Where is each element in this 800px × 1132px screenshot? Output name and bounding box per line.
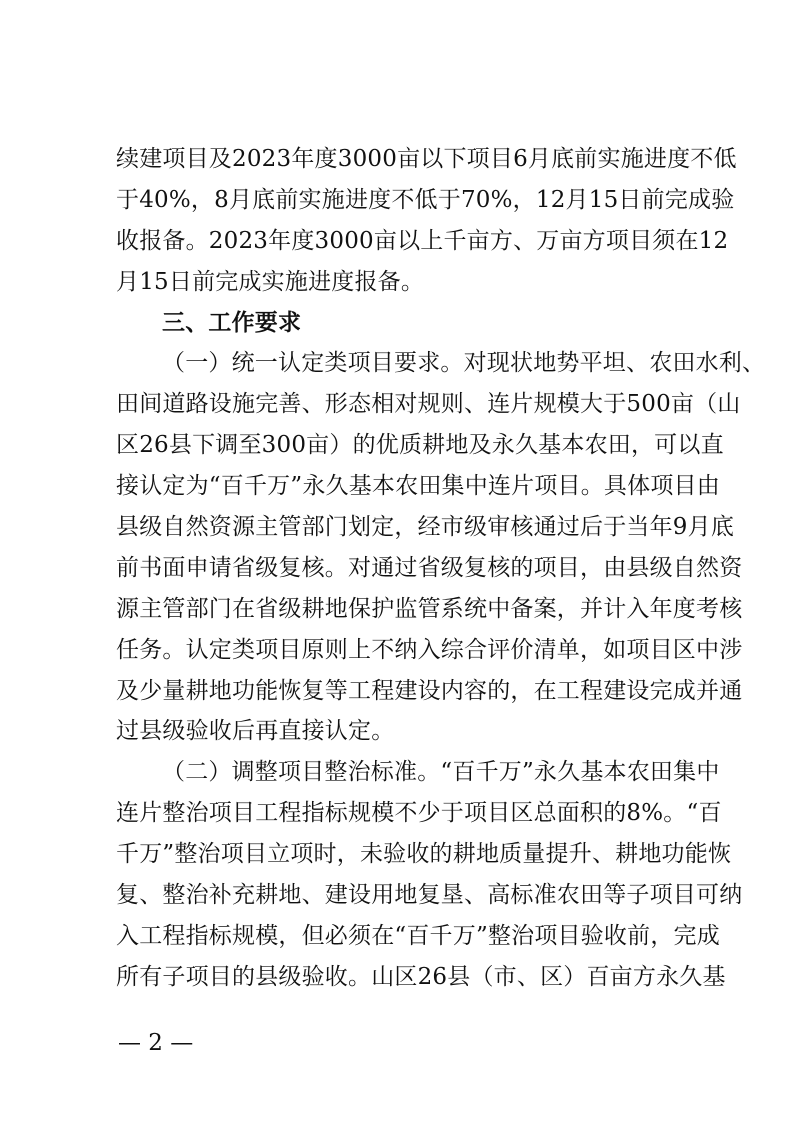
subsection-2-first-line	[116, 752, 720, 793]
paragraph-line: 区26县下调至300亩）的优质耕地及永久基本农田，可以直	[116, 432, 724, 459]
subsection-2-title: （二）调整项目整治标准。	[162, 759, 441, 786]
paragraph-line: 任务。认定类项目原则上不纳入综合评价清单，如项目区中涉	[116, 636, 743, 663]
paragraph-line: 及少量耕地功能恢复等工程建设内容的，在工程建设完成并通	[116, 677, 743, 704]
paragraph-line: 于40%，8月底前实施进度不低于70%，12月15日前完成验	[116, 186, 735, 213]
subsection-1-title: （一）统一认定类项目要求。	[162, 350, 464, 377]
page-number: — 2 —	[118, 1030, 194, 1056]
paragraph-line: 连片整治项目工程指标规模不少于项目区总面积的8%。“百	[116, 800, 722, 827]
paragraph-line: 月15日前完成实施进度报备。	[116, 268, 425, 295]
paragraph-line: 收报备。2023年度3000亩以上千亩方、万亩方项目须在12	[116, 227, 729, 254]
paragraph-line: 复、整治补充耕地、建设用地复垦、高标准农田等子项目可纳	[116, 882, 743, 909]
paragraph-line: 续建项目及2023年度3000亩以下项目6月底前实施进度不低	[116, 146, 737, 172]
subsection-1-first-line	[116, 343, 766, 384]
document-body	[116, 139, 766, 998]
paragraph-line: 所有子项目的县级验收。山区26县（市、区）百亩方永久基	[116, 963, 726, 990]
paragraph-line: 前书面申请省级复核。对通过省级复核的项目，由县级自然资	[116, 554, 743, 581]
subsection-1-text: 对现状地势平坦、农田水利、	[463, 350, 766, 377]
paragraph-line: 县级自然资源主管部门划定，经市级审核通过后于当年9月底	[116, 514, 735, 541]
paragraph-line: 田间道路设施完善、形态相对规则、连片规模大于500亩（山	[116, 391, 741, 418]
subsection-2-text: “百千万”永久基本农田集中	[440, 759, 720, 786]
paragraph-line: 源主管部门在省级耕地保护监管系统中备案，并计入年度考核	[116, 595, 743, 622]
paragraph-line: 过县级验收后再直接认定。	[116, 718, 395, 745]
section-heading: 三、工作要求	[162, 309, 302, 336]
paragraph-line: 入工程指标规模，但必须在“百千万”整治项目验收前，完成	[116, 922, 720, 949]
paragraph-line: 接认定为“百千万”永久基本农田集中连片项目。具体项目由	[116, 473, 720, 500]
paragraph-line: 千万”整治项目立项时，未验收的耕地质量提升、耕地功能恢	[116, 841, 732, 868]
